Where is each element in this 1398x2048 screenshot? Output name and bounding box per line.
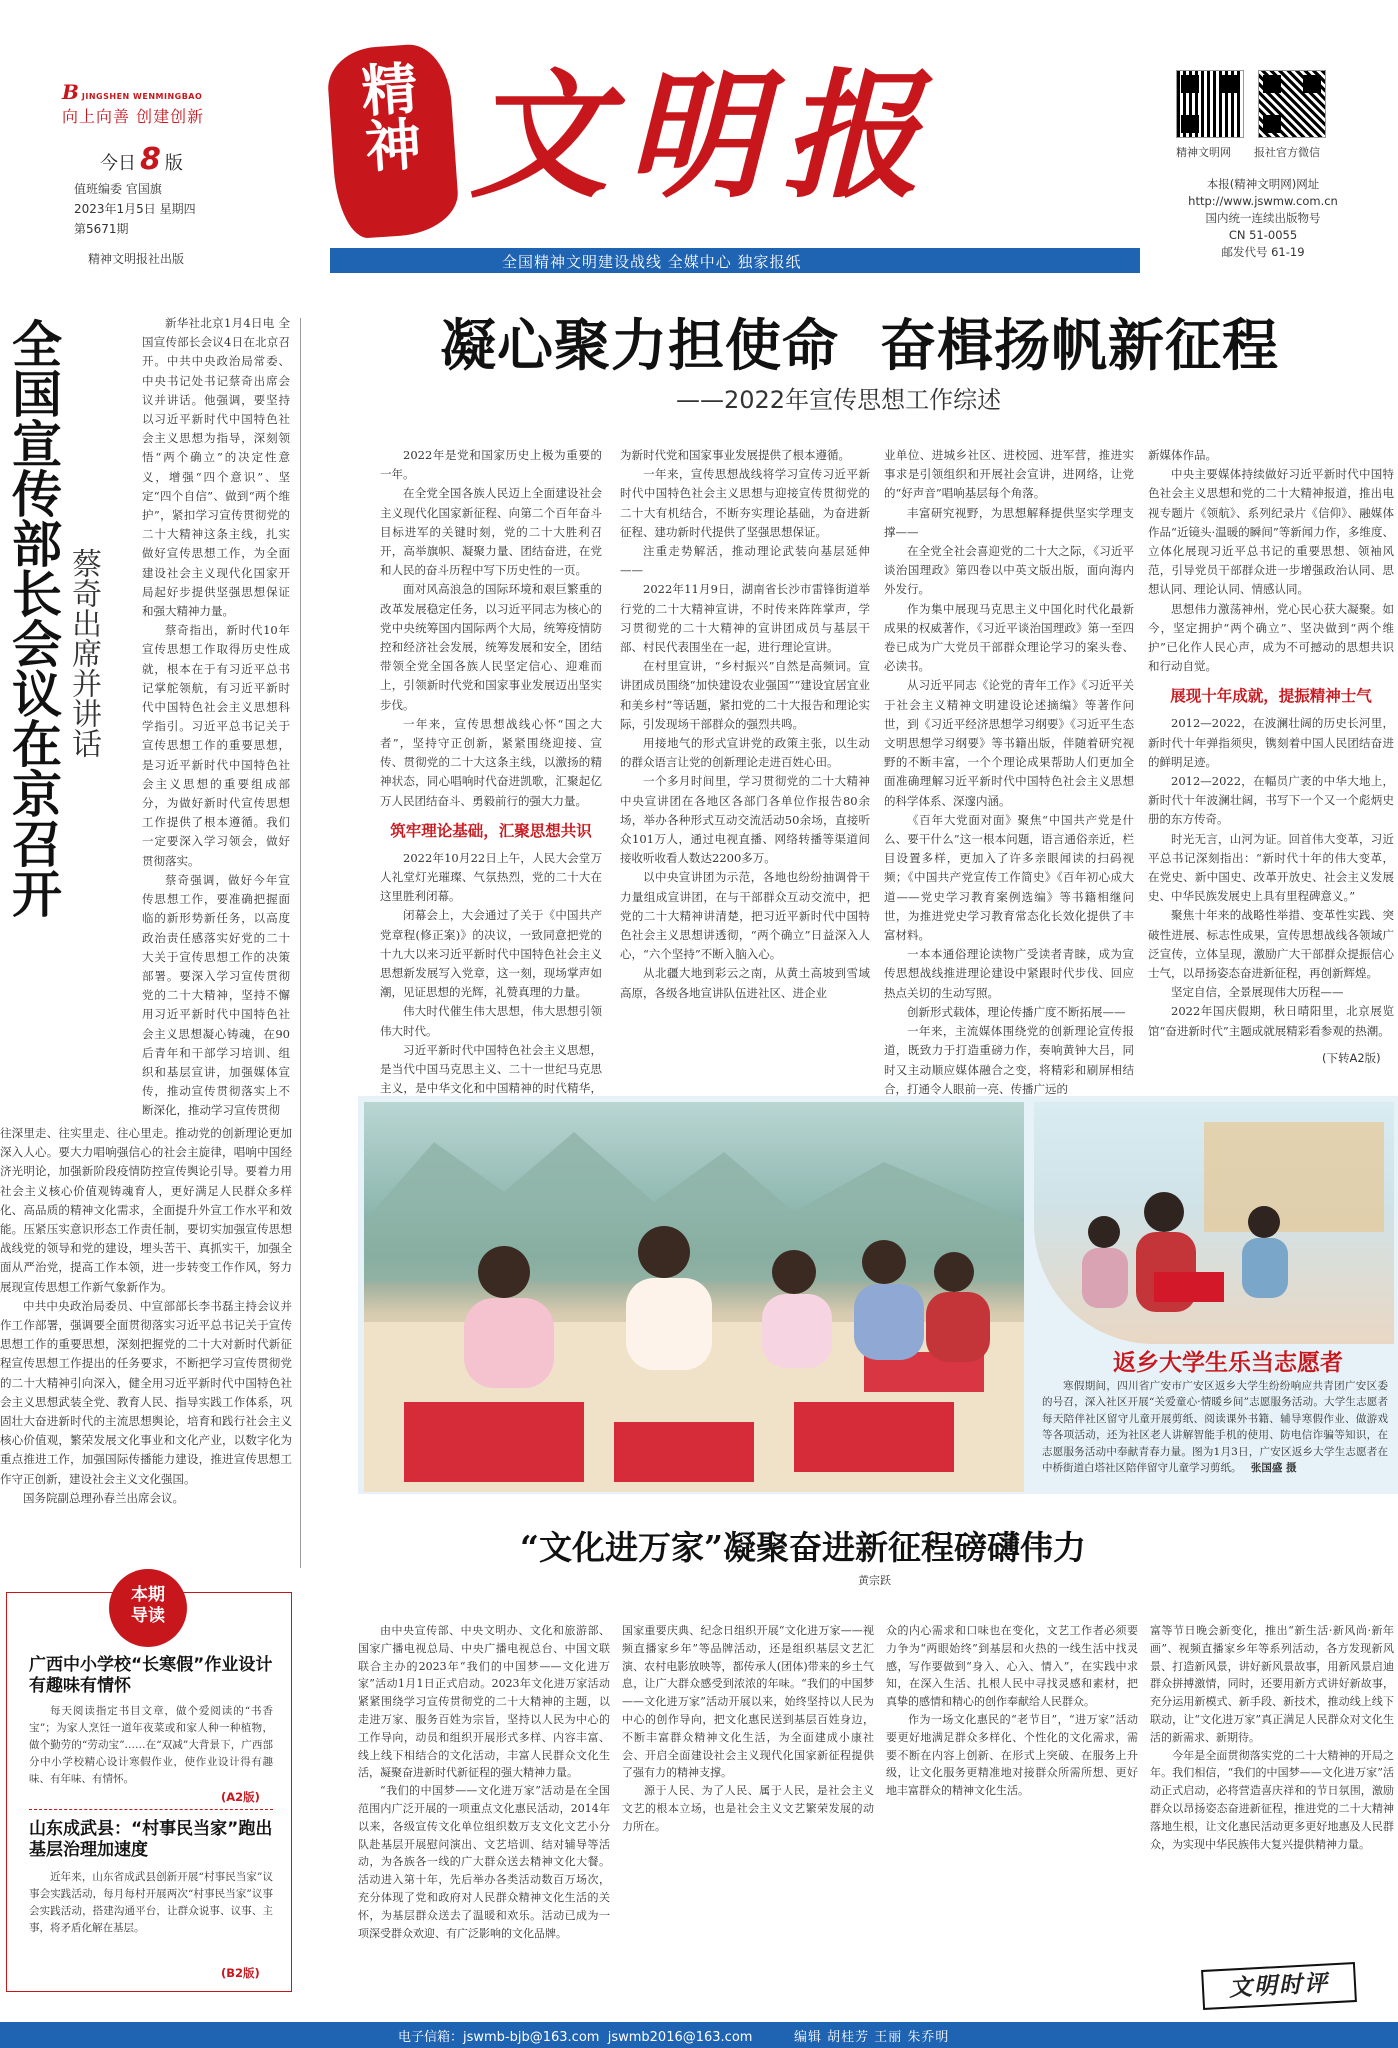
guide-item2-title[interactable]: 山东成武县：“村事民当家”跑出基层治理加速度 bbox=[29, 1819, 273, 1860]
culture-col1: 由中央宣传部、中央文明办、文化和旅游部、国家广播电视总局、中央广播电视总台、中国文联联合主办的2023年“我们的中国梦——文化进万家”活动1月1日正式启动。2023年文化进万家活动紧紧围绕学习宣传贯彻党的二十大精神的主题，以走进万家、服务百姓为宗旨，坚持以人民为中心的工作导向，动员和组织开展形式多样、内容丰富、线上线下相结合的文化活动，丰富人民群众文化生活，凝聚奋进新时代新征程的强大精神力量。 “我们的中国梦——文化进万家”活动是在全国范围内广泛开展的一项重点文化惠民活动，2014年以来，各级宣传文化单位组织数万支文化文艺小分队赴基层开展慰问演出、文艺培训、结对辅导等活动，为各族各一线的广大群众送去精神文化大餐。活动进入第十年，先后举办各类活动数百万场次，充分体现了党和政府对人民群众精神文化生活的关怀，为基层群众送去了温暖和欢乐。活动已成为一项深受群众欢迎、有广泛影响的文化品牌。 bbox=[358, 1624, 610, 1940]
slogan: 向上向善 创建创新 bbox=[62, 107, 205, 126]
photo-caption-text: 寒假期间，四川省广安市广安区返乡大学生纷纷响应共青团广安区委的号召，深入社区开展“关爱童心·情暖乡间”志愿服务活动。大学生志愿者每天陪伴社区留守儿童开展剪纸、阅读课外书籍、辅导寒假作业、做游戏等各项活动，还为社区老人讲解智能手机的使用、防电信诈骗等知识，在志愿服务活动中奉献青春力量。图为1月3日，广安区返乡大学生志愿者在中桥街道白塔社区陪伴留守儿童学习剪纸。 张国盛 摄 bbox=[1042, 1380, 1388, 1475]
photo-inset bbox=[1034, 1102, 1394, 1344]
brand-en: JINGSHEN WENMINGBAO bbox=[81, 92, 203, 101]
qr-code-wechat[interactable] bbox=[1258, 70, 1326, 138]
feature-col2: 为新时代党和国家事业发展提供了根本遵循。 一年来，宣传思想战线将学习宣传习近平新时代中国特色社会主义思想与迎接宣传贯彻党的二十大有机结合，不断夯实理论基础，为奋进新征程、建功新时代提供了坚强思想保证。 注重走势解活，推动理论武装向基层延伸—— 2022年11月9日，湖南省长沙市雷锋街道举行党的二十大精神宣讲，不时传来阵阵掌声，学习贯彻党的二十大精神的宣讲团成员与基层干部、村民代表围坐在一起，进行理论宣讲。 在村里宣讲，“乡村振兴”自然是高频词。宣讲团成员围绕“加快建设农业强国”“建设宜居宜业和美乡村”等话题，紧扣党的二十大报告和理论实际，引发现场干部群众的强烈共鸣。 用接地气的形式宣讲党的政策主张，以生动的群众语言让党的创新理论走进百姓心田。 一个多月时间里，学习贯彻党的二十大精神中央宣讲团在各地区各部门各单位作报告80余场，举办各种形式互动交流活动50余场，直接听众101万人，通过电视直播、网络转播等渠道间接收听收看人数达2200多万。 以中央宣讲团为示范，各地也纷纷抽调骨干力量组成宣讲团，在与干部群众互动交流中，把党的二十大精神讲清楚，把习近平新时代中国特色社会主义思想讲透彻，“两个确立”日益深入人心，“六个坚持”不断入脑入心。 从北疆大地到彩云之南，从黄土高坡到雪域高原，各级各地宣讲队伍进社区、进企业 bbox=[620, 448, 870, 1000]
qr-code-jswmw[interactable] bbox=[1176, 70, 1244, 138]
guide-item1-title[interactable]: 广西中小学校“长寒假”作业设计有趣味有情怀 bbox=[29, 1655, 273, 1696]
masthead bbox=[0, 0, 1398, 272]
edition-line: 今日 8 版 bbox=[100, 142, 183, 177]
guide-divider bbox=[29, 1809, 273, 1810]
issue-date: 2023年1月5日 星期四 bbox=[74, 202, 196, 216]
qr-label-jswmw: 精神文明网 bbox=[1176, 146, 1231, 159]
issue-number: 第5671期 bbox=[74, 222, 129, 236]
masthead-title: 文明报 bbox=[470, 54, 939, 217]
masthead-seal bbox=[326, 42, 461, 240]
brand-logo: BJINGSHEN WENMINGBAO bbox=[62, 80, 203, 104]
column-logo: 文明时评 bbox=[1201, 1962, 1357, 2010]
photo-main bbox=[364, 1102, 1024, 1488]
lead-divider bbox=[300, 318, 301, 1568]
culture-headline: “文化进万家”凝聚奋进新征程磅礴伟力 bbox=[520, 1528, 1086, 1567]
culture-col4: 富等节日晚会新变化，推出“新生活·新风尚·新年画”、视频直播家乡年等系列活动，各方发现新风景、打造新风景，讲好新风景故事，用新风景启迪群众拼搏激情，同时，还要用新方式讲好新故事，充分运用新模式、新手段、新技术，推动线上线下联动，让“文化进万家”真正满足人民群众对文化生活的新需求、新期待。 今年是全面贯彻落实党的二十大精神的开局之年。我们相信，“我们的中国梦——文化进万家”活动正式启动，必将营造喜庆祥和的节日氛围，激励群众以昂扬姿态奋进新征程，推进党的二十大精神落地生根，让文化惠民活动更多更好地惠及人民群众，为实现中华民族伟大复兴提供精神力量。 bbox=[1150, 1624, 1394, 1851]
guide-item2-text: 近年来，山东省成武县创新开展“村事民当家”议事会实践活动，每月每村开展两次“村事民当家”议事会实践活动，搭建沟通平台，让群众说事、议事、主事，将矛盾化解在基层。 bbox=[29, 1871, 273, 1934]
masthead-banner: 全国精神文明建设战线 全媒中心 独家报纸 bbox=[330, 248, 1140, 273]
lead-title: 全国宣传部长会议在京召开 bbox=[4, 318, 62, 918]
guide-item1-page[interactable]: (A2版) bbox=[221, 1790, 260, 1804]
guide-item2-page[interactable]: (B2版) bbox=[221, 1966, 260, 1980]
guide-item1-text: 每天阅读指定书目文章，做个爱阅读的“书香宝”；为家人烹饪一道年夜菜或和家人种一种植物，做个勤劳的“劳动宝”……在“双减”大背景下，广西部分中小学校精心设计寒假作业，使作业设计得有趣味、有年味、有情怀。 bbox=[29, 1705, 273, 1785]
qr-label-wechat: 报社官方微信 bbox=[1254, 146, 1320, 159]
feature-headline: 凝心聚力担使命 奋楫扬帆新征程 bbox=[440, 314, 1279, 379]
feature-jump: (下转A2版) bbox=[1322, 1051, 1381, 1065]
culture-col3: 众的内心需求和口味也在变化，文艺工作者必须要力争为“两眼始终”到基层和火热的一线生活中找灵感，写作要做到“身入、心入、情入”，在实践中求知，在深入生活、扎根人民中寻找灵感和素材，把真挚的感情和精心的创作奉献给人民群众。 作为一场文化惠民的“老节目”，“进万家”活动要更好地满足群众多样化、个性化的文化需求，需要不断在内容上创新、在形式上突破、在服务上升级，让文化服务更精准地对接群众所需所想、更好地丰富群众的精神文化生活。 bbox=[886, 1624, 1138, 1798]
masthead-info: 本报(精神文明网)网址 http://www.jswmw.com.cn 国内统一连续出版物号 CN 51-0055 邮发代号 61-19 bbox=[1188, 177, 1338, 259]
culture-author: 黄宗跃 bbox=[858, 1574, 891, 1587]
guide-badge: 本期 导读 bbox=[109, 1569, 187, 1647]
feature-subtitle: ——2022年宣传思想工作综述 bbox=[676, 386, 1002, 414]
photo-credit: 张国盛 摄 bbox=[1250, 1462, 1297, 1475]
lead-col1: 新华社北京1月4日电 全国宣传部长会议4日在北京召开。中共中央政治局常委、中央书记处书记蔡奇出席会议并讲话。他强调，要坚持以习近平新时代中国特色社会主义思想为指导，深刻领悟“两个确立”的决定性意义，增强“四个意识”、坚定“四个自信”、做到“两个维护”，紧扣学习宣传贯彻党的二十大精神这条主线，扎实做好宣传思想工作，为全面建设社会主义现代化国家开局起好步提供坚强思想保证和强大精神力量。 蔡奇指出，新时代10年宣传思想工作取得历史性成就，根本在于有习近平总书记掌舵领航，有习近平新时代中国特色社会主义思想科学指引。习近平总书记关于宣传思想工作的重要思想，是习近平新时代中国特色社会主义思想的重要组成部分，为做好新时代宣传思想工作提供了根本遵循。我们一定要深入学习领会，做好贯彻落实。 蔡奇强调，做好今年宣传思想工作，要准确把握面临的新形势新任务，以高度政治责任感落实好党的二十大关于宣传思想工作的决策部署。要深入学习宣传贯彻党的二十大精神，坚持不懈用习近平新时代中国特色社会主义思想凝心铸魂，在90后青年和干部学习培训、组织和基层宣讲，加强媒体宣传，推动宣传贯彻落实上不断深化，推动学习宣传贯彻 bbox=[142, 316, 290, 1118]
feature-subhead-2: 展现十年成就，提振精神士气 bbox=[1170, 686, 1372, 706]
feature-subhead-1: 筑牢理论基础，汇聚思想共识 bbox=[390, 820, 592, 840]
culture-col2: 国家重要庆典、纪念日组织开展“文化进万家——视频直播家乡年”等品牌活动，还是组织基层文艺汇演、农村电影放映等，都传承人(团体)带来的乡土气息，让广大群众感受到浓浓的年味。“我们的中国梦——文化进万家”活动开展以来，始终坚持以人民为中心的创作导向，把文化惠民送到基层百姓身边，不断丰富群众精神文化生活，为全面建成小康社会、开启全面建设社会主义现代化国家新征程提供了强有力的精神支撑。 源于人民、为了人民、属于人民，是社会主义文艺的根本立场，也是社会主义文艺繁荣发展的动力所在。 bbox=[622, 1624, 874, 1833]
photo-scene bbox=[364, 1102, 1024, 1488]
publisher: 精神文明报社出版 bbox=[88, 252, 185, 266]
footer-email[interactable]: 电子信箱：jswmb-bjb@163.com jswmb2016@163.com bbox=[398, 2030, 753, 2045]
feature-col1: 2022年是党和国家历史上极为重要的一年。 在全党全国各族人民迈上全面建设社会主义现代化国家新征程、向第二个百年奋斗目标进军的关键时刻，党的二十大胜利召开，高举旗帜、凝聚力量、团结奋进，在党和人民的奋斗历程中写下历史性的一页。 面对风高浪急的国际环境和艰巨繁重的改革发展稳定任务，以习近平同志为核心的党中央统筹国内国际两个大局，统筹疫情防控和经济社会发展，统筹发展和安全，团结带领全党全国各族人民坚定信心、迎难而上，引领新时代党和国家事业发展迈出坚实步伐。 一年来，宣传思想战线心怀“国之大者”，坚持守正创新，紧紧围绕迎接、宣传、贯彻党的二十大这条主线，以激扬的精神状态，同心唱响时代奋进凯歌，汇聚起亿万人民团结奋斗、勇毅前行的强大力量。 筑牢理论基础，汇聚思想共识 2022年10月22日上午，人民大会堂万人礼堂灯光璀璨、气氛热烈，党的二十大在这里胜利闭幕。 闭幕会上，大会通过了关于《中国共产党章程(修正案)》的决议，一致同意把党的十九大以来习近平新时代中国特色社会主义思想新发展写入党章，这一刻，现场掌声如潮，见证思想的光辉，礼赞真理的力量。 伟大时代催生伟大思想，伟大思想引领伟大时代。 习近平新时代中国特色社会主义思想，是当代中国马克思主义、二十一世纪马克思主义，是中华文化和中国精神的时代精华， bbox=[380, 448, 602, 1096]
footer-editors: 编辑 胡桂芳 王丽 朱乔明 bbox=[794, 2030, 950, 2045]
guide-box bbox=[6, 1585, 292, 1992]
lead-wide: 往深里走、往实里走、往心里走。推动党的创新理论更加深入人心。要大力唱响强信心的社会主旋律，唱响中国经济光明论，加强新阶段疫情防控宣传舆论引导。要着力用社会主义核心价值观铸魂育人，更好满足人民群众多样化、高品质的精神文化需求，全面提升外宣工作水平和效能。压紧压实意识形态工作责任制，要切实加强宣传思想战线党的领导和党的建设，埋头苦干、真抓实干，加强全面从严治党，提高工作本领，进一步转变工作作风，努力展现宣传思想工作新气象新作为。 中共中央政治局委员、中宣部部长李书磊主持会议并作工作部署，强调要全面贯彻落实习近平总书记关于宣传思想工作的重要思想，深刻把握党的二十大对新时代新征程宣传思想工作提出的任务要求，不断把学习宣传贯彻党的二十大精神引向深入，健全用习近平新时代中国特色社会主义思想武装全党、教育人民、指导实践工作体系，巩固壮大奋进新时代的主流思想舆论，培育和践行社会主义核心价值观，繁荣发展文化事业和文化产业，以数字化为重点推进工作，加强国际传播能力建设，推进宣传思想工作守正创新，建设社会主义文化强国。 国务院副总理孙春兰出席会议。 bbox=[0, 1126, 292, 1505]
feature-col4: 新媒体作品。 中央主要媒体持续做好习近平新时代中国特色社会主义思想和党的二十大精神报道，推出电视专题片《领航》、系列纪录片《信仰》、融媒体作品“近镜头·温暖的瞬间”等新闻力作，多维度、立体化展现习近平总书记的重要思想、领袖风范，引导党员干部群众进一步增强政治认同、思想认同、理论认同、情感认同。 思想伟力激荡神州，党心民心获大凝聚。如今，坚定拥护“两个确立”、坚决做到“两个维护”已化作人民心声，成为不可撼动的思想共识和行动自觉。 展现十年成就，提振精神士气 2012—2022，在波澜壮阔的历史长河里，新时代十年弹指须臾，镌刻着中国人民团结奋进的鲜明足迹。 2012—2022，在幅员广袤的中华大地上，新时代十年波澜壮阔，书写下一个又一个彪炳史册的东方传奇。 时光无言，山河为证。回首伟大变革，习近平总书记深刻指出：“新时代十年的伟大变革，在党史、新中国史、改革开放史、社会主义发展史、中华民族发展史上具有里程碑意义。” 聚焦十年来的战略性举措、变革性实践、突破性进展、标志性成果，宣传思想战线各领域广泛宣传，立体呈现，激励广大干部群众提振信心士气，以昂扬姿态奋进新征程，再创新辉煌。 坚定自信，全景展现伟大历程—— 2022年国庆假期，秋日晴阳里，北京展览馆“奋进新时代”主题成就展精彩看参观的热潮。 bbox=[1148, 448, 1394, 1038]
lead-subtitle: 蔡奇出席并讲话 bbox=[66, 548, 101, 758]
photo-caption-title: 返乡大学生乐当志愿者 bbox=[1113, 1349, 1343, 1376]
seal-text: 精神 bbox=[350, 58, 425, 175]
duty-editor: 值班编委 官国旗 bbox=[74, 182, 162, 196]
footer-bar bbox=[0, 2022, 1398, 2048]
feature-col3: 业单位、进城乡社区、进校园、进军营，推进实事求是引领组织和开展社会宣讲，进网络，让党的“好声音”唱响基层每个角落。 丰富研究视野，为思想解释提供坚实学理支撑—— 在全党全社会喜迎党的二十大之际，《习近平谈治国理政》第四卷以中英文版出版，面向海内外发行。 作为集中展现马克思主义中国化时代化最新成果的权威著作，《习近平谈治国理政》第一至四卷已成为广大党员干部群众理论学习的案头卷、必读书。 从习近平同志《论党的青年工作》《习近平关于社会主义精神文明建设论述摘编》等著作问世，到《习近平经济思想学习纲要》《习近平生态文明思想学习纲要》等书籍出版，伴随着研究视野的不断丰富，一个个理论成果帮助人们更加全面准确理解习近平新时代中国特色社会主义思想的科学体系、深邃内涵。 《百年大党面对面》聚焦“中国共产党是什么、要干什么”这一根本问题，语言通俗亲近，栏目设置多样，更加入了许多亲眼闻读的扫码视频；《中国共产党宣传工作简史》《百年初心成大道——党史学习教育案例选编》等书籍相继问世，为推进党史学习教育常态化长效化提供了丰富材料。 一本本通俗理论读物广受读者青睐，成为宣传思想战线推进理论建设中紧跟时代步伐、回应热点关切的生动写照。 创新形式载体，理论传播广度不断拓展—— 一年来，主流媒体围绕党的创新理论宣传报道，既致力于打造重磅力作，奏响黄钟大吕，同时又主动顺应媒体融合之变，将精彩和刷屏相结合，打通令人眼前一亮、传播广远的 bbox=[884, 448, 1134, 1096]
photo-panel bbox=[358, 1096, 1398, 1494]
